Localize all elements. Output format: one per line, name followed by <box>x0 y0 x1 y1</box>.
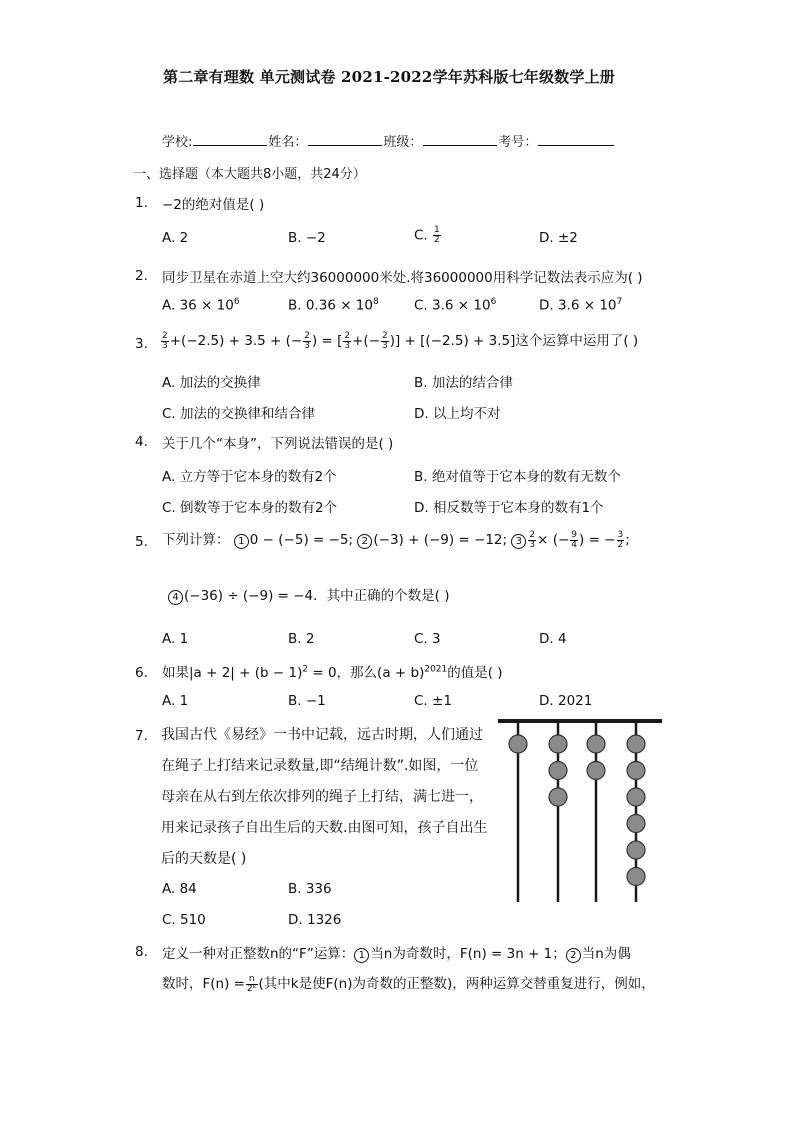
q5-option-d: D. 4 <box>539 631 567 647</box>
knot <box>587 762 605 780</box>
q5-number: 5. <box>135 534 148 550</box>
knot <box>549 788 567 806</box>
q5-stem-line2: 4 (−36) ÷ (−9) = −4．其中正确的个数是( ) <box>168 584 449 605</box>
q7-option-a: A. 84 <box>162 881 197 897</box>
q3-option-a: A. 加法的交换律 <box>162 375 261 391</box>
q1-option-c <box>414 226 442 245</box>
q1-option-c-fraction: $\frac{1}{2}$ <box>434 225 440 245</box>
q2-option-d: D. $3.6 \times 10^7$ <box>539 297 623 314</box>
section-heading: 一、选择题（本大题共8小题，共24分） <box>133 167 366 182</box>
q7-option-b: B. 336 <box>288 881 332 897</box>
q8-stem-line1: 定义一种对正整数n的“F”运算： 1 当n为奇数时，F(n) = 3n + 1； 2 当n为偶 <box>162 946 631 962</box>
q8-stem-line2: 数时，F(n) = $\frac{n}{\text{2ᵏ}}$ (其中k是使F(n)为奇数的正整数)，两种运算交替重复进行，例如， <box>162 973 655 994</box>
q7-option-c: C. 510 <box>162 912 206 928</box>
q5-option-c: C. 3 <box>414 631 441 647</box>
q2-option-a: A. $36 \times 10^6$ <box>162 297 240 314</box>
q7-stem-line-4: 用来记录孩子自出生后的天数.由图可知，孩子自出生 <box>161 820 488 836</box>
q6-number: 6. <box>135 665 148 681</box>
q3-option-d: D. 以上均不对 <box>414 406 501 422</box>
q6-option-d: D. 2021 <box>539 693 593 709</box>
q2-stem: 同步卫星在赤道上空大约36000000米处.将36000000用科学记数法表示应为( ) <box>162 270 643 286</box>
school-label: 学校: <box>162 135 193 150</box>
q6-option-c: C. ±1 <box>414 693 452 709</box>
q4-option-b: B. 绝对值等于它本身的数有无数个 <box>414 469 621 485</box>
knot <box>587 735 605 753</box>
knot <box>627 868 645 886</box>
knot <box>627 841 645 859</box>
class-label: 班级： <box>383 135 423 150</box>
q3-number: 3. <box>135 336 148 352</box>
page-title: 第二章有理数 单元测试卷 2021-2022学年苏科版七年级数学上册 <box>163 68 615 86</box>
name-label: 姓名： <box>268 135 308 150</box>
q3-option-c: C. 加法的交换律和结合律 <box>162 406 316 422</box>
q3-option-b: B. 加法的结合律 <box>414 375 513 391</box>
knot <box>627 762 645 780</box>
q5-option-a: A. 1 <box>162 631 189 647</box>
q7-stem-line-5: 后的天数是( ) <box>161 851 247 867</box>
q6-stem: 如果$|a + 2| + (b - 1)^2 = 0$，那么$(a + b)^{2021}$的值是( ) <box>162 664 503 681</box>
knot <box>627 735 645 753</box>
knot <box>549 735 567 753</box>
q4-stem: 关于几个“本身”，下列说法错误的是( ) <box>162 436 394 452</box>
q5-stem-line1: 下列计算： 1 0 − (−5) = −5; 2 (−3) + (−9) = −12; 3 $\frac{2}{3}$ × (− $\frac{9}{4}$ ) = − $\frac{3}{2}$ ; <box>162 529 630 550</box>
knot-counting-figure <box>496 714 666 906</box>
q2-option-b: B. $0.36 \times 10^8$ <box>288 297 379 314</box>
q7-stem-line-1: 我国古代《易经》一书中记载，远古时期，人们通过 <box>161 727 483 743</box>
q4-number: 4. <box>135 434 148 450</box>
q1-stem: −2的绝对值是( ) <box>162 197 265 213</box>
number-label: 考号： <box>498 135 538 150</box>
q7-stem-line-2: 在绳子上打结来记录数量,即“结绳计数”.如图，一位 <box>161 758 479 774</box>
q1-option-c-label: C. <box>414 227 428 244</box>
number-blank[interactable] <box>538 133 614 146</box>
q3-stem: $\frac{2}{3}$ +(−2.5) + 3.5 + (− $\frac{2}{3}$ ) = [ $\frac{2}{3}$ +(− $\frac{2}{3}$ )] + [(−2.5) + 3.5]这个运算中运用了( ) <box>162 330 639 351</box>
knot <box>549 762 567 780</box>
q6-option-b: B. −1 <box>288 693 326 709</box>
q2-number: 2. <box>135 268 148 284</box>
q6-option-a: A. 1 <box>162 693 189 709</box>
q4-option-c: C. 倒数等于它本身的数有2个 <box>162 500 338 516</box>
q5-option-b: B. 2 <box>288 631 315 647</box>
name-blank[interactable] <box>308 133 382 146</box>
q2-option-c: C. $3.6 \times 10^6$ <box>414 297 497 314</box>
q7-number: 7. <box>135 728 148 744</box>
q1-option-a: A. 2 <box>162 230 189 246</box>
knot <box>627 815 645 833</box>
knot <box>509 735 527 753</box>
q1-option-b: B. −2 <box>288 230 326 246</box>
q1-number: 1. <box>135 195 148 211</box>
q4-option-a: A. 立方等于它本身的数有2个 <box>162 469 337 485</box>
knot <box>627 788 645 806</box>
q7-stem-line-3: 母亲在从右到左依次排列的绳子上打结，满七进一， <box>161 789 483 805</box>
student-info-line <box>162 131 615 150</box>
q4-option-d: D. 相反数等于它本身的数有1个 <box>414 500 604 516</box>
figure-top-bar <box>498 719 662 723</box>
q1-option-d: D. ±2 <box>539 230 578 246</box>
class-blank[interactable] <box>423 133 497 146</box>
q7-option-d: D. 1326 <box>288 912 342 928</box>
q8-number: 8. <box>135 944 148 960</box>
school-blank[interactable] <box>193 133 267 146</box>
